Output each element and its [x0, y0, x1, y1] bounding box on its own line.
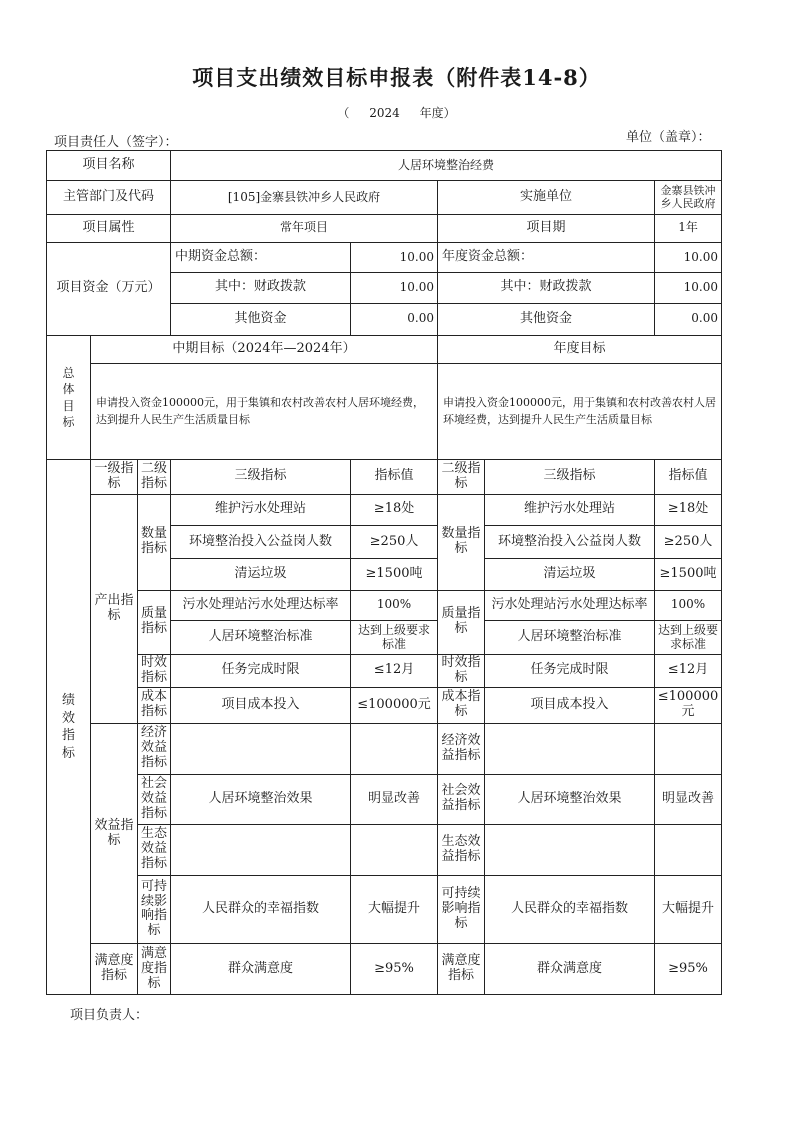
sustainable-impact-label: 可持续影响指标 [138, 875, 171, 944]
mid-objective-text: 申请投入资金100000元，用于集镇和农村改善农村人居环境经费，达到提升人民生产生活质量目标 [91, 364, 438, 460]
mid-indicator-name-10 [171, 825, 351, 876]
mid-indicator-name-7: 项目成本投入 [171, 687, 351, 723]
annual-indicator-name-5: 人居环境整治标准 [485, 620, 655, 654]
annual-indicator-name-1: 维护污水处理站 [485, 494, 655, 525]
annual-indicator-value-4: 100% [655, 590, 722, 620]
mid-other-label: 其他资金 [171, 303, 351, 335]
header-level2-annual: 二级指标 [438, 460, 485, 494]
mid-indicator-value-4: 100% [351, 590, 438, 620]
project-name-label: 项目名称 [47, 151, 171, 181]
satisfaction-sub-label-annual: 满意度指标 [438, 944, 485, 995]
project-name-value: 人居环境整治经费 [171, 151, 722, 181]
year-close: 年度） [419, 106, 456, 120]
header-level3: 三级指标 [171, 460, 351, 494]
form-title: 项目支出绩效目标申报表（附件表14-8） [192, 65, 601, 90]
annual-indicator-name-3: 清运垃圾 [485, 559, 655, 590]
annual-indicator-name-6: 任务完成时限 [485, 655, 655, 687]
mid-indicator-value-6: ≤12月 [351, 655, 438, 687]
annual-indicator-name-11: 人民群众的幸福指数 [485, 875, 655, 944]
annual-indicator-value-8 [655, 723, 722, 774]
project-leader-label: 项目负责人： [70, 1008, 149, 1023]
impl-unit-label: 实施单位 [438, 181, 655, 214]
overall-objective-label [47, 335, 91, 459]
performance-indicators-text: 绩效指标 [61, 693, 75, 761]
annual-objective-text: 申请投入资金100000元，用于集镇和农村改善农村人居环境经费，达到提升人民生产生活质量目标 [438, 364, 722, 460]
performance-target-table [46, 150, 722, 995]
economic-benefit-label: 经济效益指标 [138, 723, 171, 774]
mid-objective-header: 中期目标（2024年—2024年） [91, 335, 438, 363]
header-level2: 二级指标 [138, 460, 171, 494]
mid-indicator-name-2: 环境整治投入公益岗人数 [171, 525, 351, 558]
annual-indicator-name-7: 项目成本投入 [485, 687, 655, 723]
sustainable-impact-label-annual: 可持续影响指标 [438, 875, 485, 944]
mid-indicator-value-7: ≤100000元 [351, 687, 438, 723]
dept-value: [105]金寨县铁冲乡人民政府 [171, 181, 438, 214]
mid-indicator-value-8 [351, 723, 438, 774]
project-period-value: 1年 [655, 214, 722, 242]
project-attr-label: 项目属性 [47, 214, 171, 242]
annual-fiscal-value: 10.00 [655, 273, 722, 303]
annual-indicator-value-6: ≤12月 [655, 655, 722, 687]
cost-indicator-label-annual: 成本指标 [438, 687, 485, 723]
performance-indicators-label [47, 460, 91, 995]
social-benefit-label: 社会效益指标 [138, 774, 171, 825]
header-level1: 一级指标 [91, 460, 138, 494]
annual-indicator-value-5: 达到上级要求标准 [655, 620, 722, 654]
timeliness-indicator-label-annual: 时效指标 [438, 655, 485, 687]
social-benefit-label-annual: 社会效益指标 [438, 774, 485, 825]
impl-unit-value: 金寨县铁冲乡人民政府 [655, 181, 722, 214]
annual-indicator-value-1: ≥18处 [655, 494, 722, 525]
project-attr-value: 常年项目 [171, 214, 438, 242]
header-value-annual: 指标值 [655, 460, 722, 494]
project-period-label: 项目期 [438, 214, 655, 242]
mid-indicator-name-1: 维护污水处理站 [171, 494, 351, 525]
year-line [0, 104, 793, 121]
mid-indicator-value-12: ≥95% [351, 944, 438, 995]
annual-indicator-name-12: 群众满意度 [485, 944, 655, 995]
mid-indicator-value-9: 明显改善 [351, 774, 438, 825]
mid-indicator-value-1: ≥18处 [351, 494, 438, 525]
mid-indicator-name-5: 人居环境整治标准 [171, 620, 351, 654]
quality-indicator-label: 质量指标 [138, 590, 171, 655]
cost-indicator-label: 成本指标 [138, 687, 171, 723]
quality-indicator-label-annual: 质量指标 [438, 590, 485, 655]
annual-indicator-value-11: 大幅提升 [655, 875, 722, 944]
mid-indicator-name-6: 任务完成时限 [171, 655, 351, 687]
year-value: 2024 [369, 106, 400, 120]
annual-indicator-value-3: ≥1500吨 [655, 559, 722, 590]
mid-total-label: 中期资金总额： [171, 242, 351, 272]
mid-indicator-value-2: ≥250人 [351, 525, 438, 558]
output-indicator-label: 产出指标 [91, 494, 138, 723]
annual-indicator-name-4: 污水处理站污水处理达标率 [485, 590, 655, 620]
annual-fiscal-label: 其中：财政拨款 [438, 273, 655, 303]
mid-indicator-name-12: 群众满意度 [171, 944, 351, 995]
mid-indicator-value-11: 大幅提升 [351, 875, 438, 944]
responsible-person-label: 项目责任人（签字）： [54, 135, 178, 150]
annual-indicator-value-7: ≤100000元 [655, 687, 722, 723]
annual-indicator-name-8 [485, 723, 655, 774]
overall-objective-text: 总体目标 [62, 366, 75, 429]
annual-other-value: 0.00 [655, 303, 722, 335]
annual-indicator-name-9: 人居环境整治效果 [485, 774, 655, 825]
annual-indicator-name-2: 环境整治投入公益岗人数 [485, 525, 655, 558]
timeliness-indicator-label: 时效指标 [138, 655, 171, 687]
annual-indicator-value-12: ≥95% [655, 944, 722, 995]
benefit-indicator-label: 效益指标 [91, 723, 138, 943]
mid-indicator-value-3: ≥1500吨 [351, 559, 438, 590]
mid-indicator-name-4: 污水处理站污水处理达标率 [171, 590, 351, 620]
annual-total-label: 年度资金总额： [438, 242, 655, 272]
mid-indicator-name-8 [171, 723, 351, 774]
satisfaction-indicator-label: 满意度指标 [91, 944, 138, 995]
mid-indicator-value-10 [351, 825, 438, 876]
ecological-benefit-label-annual: 生态效益指标 [438, 825, 485, 876]
annual-objective-header: 年度目标 [438, 335, 722, 363]
mid-indicator-name-9: 人居环境整治效果 [171, 774, 351, 825]
economic-benefit-label-annual: 经济效益指标 [438, 723, 485, 774]
annual-total-value: 10.00 [655, 242, 722, 272]
mid-total-value: 10.00 [351, 242, 438, 272]
unit-seal-label: 单位（盖章）： [626, 130, 711, 145]
project-funds-label: 项目资金（万元） [47, 242, 171, 335]
mid-fiscal-value: 10.00 [351, 273, 438, 303]
quantity-indicator-label: 数量指标 [138, 494, 171, 590]
header-value: 指标值 [351, 460, 438, 494]
annual-indicator-value-10 [655, 825, 722, 876]
annual-indicator-name-10 [485, 825, 655, 876]
mid-indicator-name-3: 清运垃圾 [171, 559, 351, 590]
satisfaction-sub-label: 满意度指标 [138, 944, 171, 995]
ecological-benefit-label: 生态效益指标 [138, 825, 171, 876]
annual-other-label: 其他资金 [438, 303, 655, 335]
annual-indicator-value-9: 明显改善 [655, 774, 722, 825]
mid-indicator-name-11: 人民群众的幸福指数 [171, 875, 351, 944]
year-open: （ [337, 106, 350, 120]
dept-label: 主管部门及代码 [47, 181, 171, 214]
mid-other-value: 0.00 [351, 303, 438, 335]
mid-indicator-value-5: 达到上级要求标准 [351, 620, 438, 654]
quantity-indicator-label-annual: 数量指标 [438, 494, 485, 590]
annual-indicator-value-2: ≥250人 [655, 525, 722, 558]
header-level3-annual: 三级指标 [485, 460, 655, 494]
mid-fiscal-label: 其中：财政拨款 [171, 273, 351, 303]
